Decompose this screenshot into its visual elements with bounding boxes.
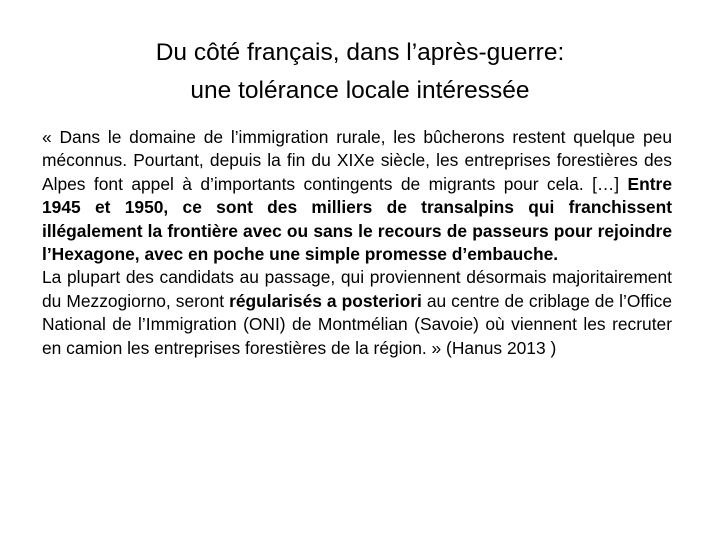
paragraph-2-bold-text: régularisés a posteriori (229, 290, 422, 311)
paragraph-1-text: « Dans le domaine de l’immigration rurale, les bûcherons restent quelque peu méconnus. Pourtant, depuis la fin du XIXe siècle, les entreprises forestières des Alpes font appel à d’importants contingents de migrants pour cela. […] (42, 127, 672, 194)
paragraph-2-text-start: La plupart des candidats au passage, qui proviennent désormais majoritairement du Mezzogiorno, seront (42, 267, 672, 311)
quote-paragraph-2 (42, 266, 672, 360)
paragraph-2-text-end: au centre de criblage de l’Office National de l’Immigration (ONI) de Montmélian (Savoie) où viennent les recruter en camion les entreprises forestières de la région. » (Hanus 2013 ) (42, 290, 672, 358)
quote-body (42, 126, 672, 360)
paragraph-1-bold-text: Entre 1945 et 1950, ce sont des milliers de transalpins qui franchissent illégalement la frontière avec ou sans le recours de passeurs pour rejoindre l’Hexagone, avec en poche une simple promesse d’embauche. (42, 173, 672, 265)
slide-title (60, 34, 660, 110)
quote-paragraph-1 (42, 126, 672, 266)
title-line-2: une tolérance locale intéressée (190, 77, 530, 104)
title-line-1: Du côté français, dans l’après-guerre: (155, 39, 565, 66)
